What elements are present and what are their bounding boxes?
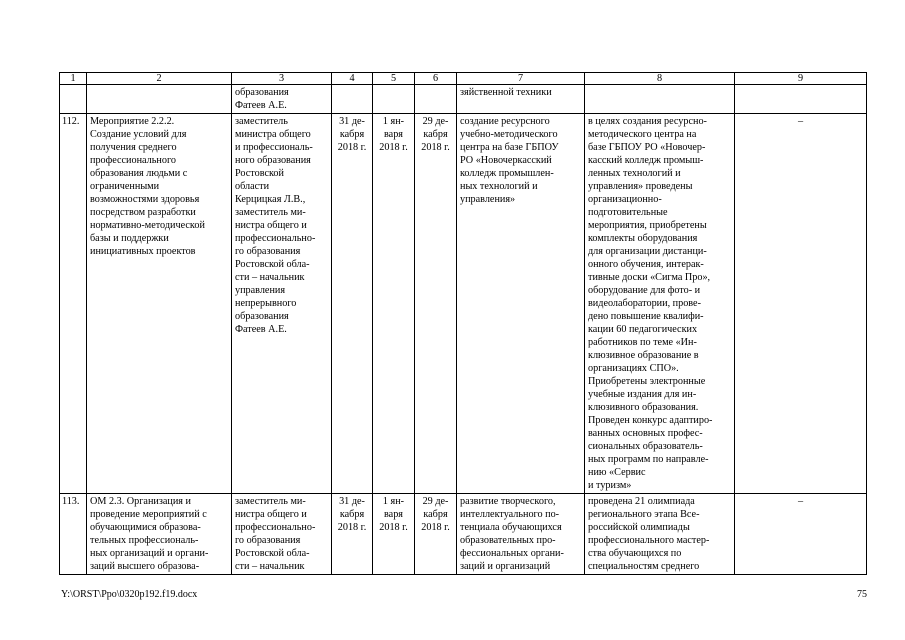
plan-table	[59, 72, 867, 575]
continuation-row	[60, 85, 867, 114]
column-number: 1	[60, 73, 87, 85]
column-number: 3	[232, 73, 332, 85]
column-number: 6	[415, 73, 457, 85]
date-end-cell: 29 де- кабря 2018 г.	[415, 494, 457, 575]
actual-cell	[585, 85, 735, 114]
date-start-cell: 1 ян- варя 2018 г.	[373, 494, 415, 575]
note-cell: –	[735, 494, 867, 575]
column-number: 2	[87, 73, 232, 85]
actual-cell: в целях создания ресурсно- методического центра на базе ГБПОУ РО «Новочер- касский колледж промыш- ленных технологий и управления» проведены организационно- подготовительные мероприятия, приобретены комплекты оборудования для организации дистанци- онного обучения, интерак- тивные доски «Сигма Про», оборудование для фото- и видеолаборатории, прове- дено повышение квалифи- кации 60 педагогических работников по теме «Ин- клюзивное образование в организациях СПО». Приобретены электронные учебные издания для ин- клюзивного образования. Проведен конкурс адаптиро- ванных основных профес- сиональных образователь- ных программ по направле- нию «Сервис и туризм»	[585, 114, 735, 494]
table-row	[60, 494, 867, 575]
result-cell: развитие творческого, интеллектуального по- тенциала обучающихся образовательных про- фессиональных органи- заций и организаций	[457, 494, 585, 575]
note-cell: –	[735, 114, 867, 494]
column-number-row	[60, 73, 867, 85]
column-number: 7	[457, 73, 585, 85]
column-number: 5	[373, 73, 415, 85]
date-end-cell	[415, 85, 457, 114]
responsible-cell: заместитель ми- нистра общего и профессионально- го образования Ростовской обла- сти – начальник	[232, 494, 332, 575]
responsible-cell: заместитель министра общего и профессиональ- ного образования Ростовской области Керцицкая Л.В., заместитель ми- нистра общего и профессионально- го образования Ростовской обла- сти – начальник управления непрерывного образования Фатеев А.Е.	[232, 114, 332, 494]
date-plan-cell	[332, 85, 373, 114]
column-number: 8	[585, 73, 735, 85]
row-number-cell	[60, 85, 87, 114]
row-number-cell: 112.	[60, 114, 87, 494]
column-number: 4	[332, 73, 373, 85]
date-end-cell: 29 де- кабря 2018 г.	[415, 114, 457, 494]
footer-file-path: Y:\ORST\Ppo\0320p192.f19.docx	[61, 589, 198, 600]
date-plan-cell: 31 де- кабря 2018 г.	[332, 494, 373, 575]
activity-cell: ОМ 2.3. Организация и проведение мероприятий с обучающимися образова- тельных профессиональ- ных организаций и органи- заций высшего образова-	[87, 494, 232, 575]
result-cell: зяйственной техники	[457, 85, 585, 114]
activity-cell	[87, 85, 232, 114]
page-number: 75	[857, 589, 867, 600]
note-cell	[735, 85, 867, 114]
actual-cell: проведена 21 олимпиада регионального этапа Все- российской олимпиады профессионального мастер- ства обучающихся по специальностям среднего	[585, 494, 735, 575]
activity-cell: Мероприятие 2.2.2. Создание условий для получения среднего профессионального образования людьми с ограниченными возможностями здоровья посредством разработки нормативно-методической базы и поддержки инициативных проектов	[87, 114, 232, 494]
date-start-cell: 1 ян- варя 2018 г.	[373, 114, 415, 494]
date-plan-cell: 31 де- кабря 2018 г.	[332, 114, 373, 494]
date-start-cell	[373, 85, 415, 114]
result-cell: создание ресурсного учебно-методического центра на базе ГБПОУ РО «Новочеркасский колледж промышлен- ных технологий и управления»	[457, 114, 585, 494]
column-number: 9	[735, 73, 867, 85]
row-number-cell: 113.	[60, 494, 87, 575]
responsible-cell: образования Фатеев А.Е.	[232, 85, 332, 114]
table-row	[60, 114, 867, 494]
